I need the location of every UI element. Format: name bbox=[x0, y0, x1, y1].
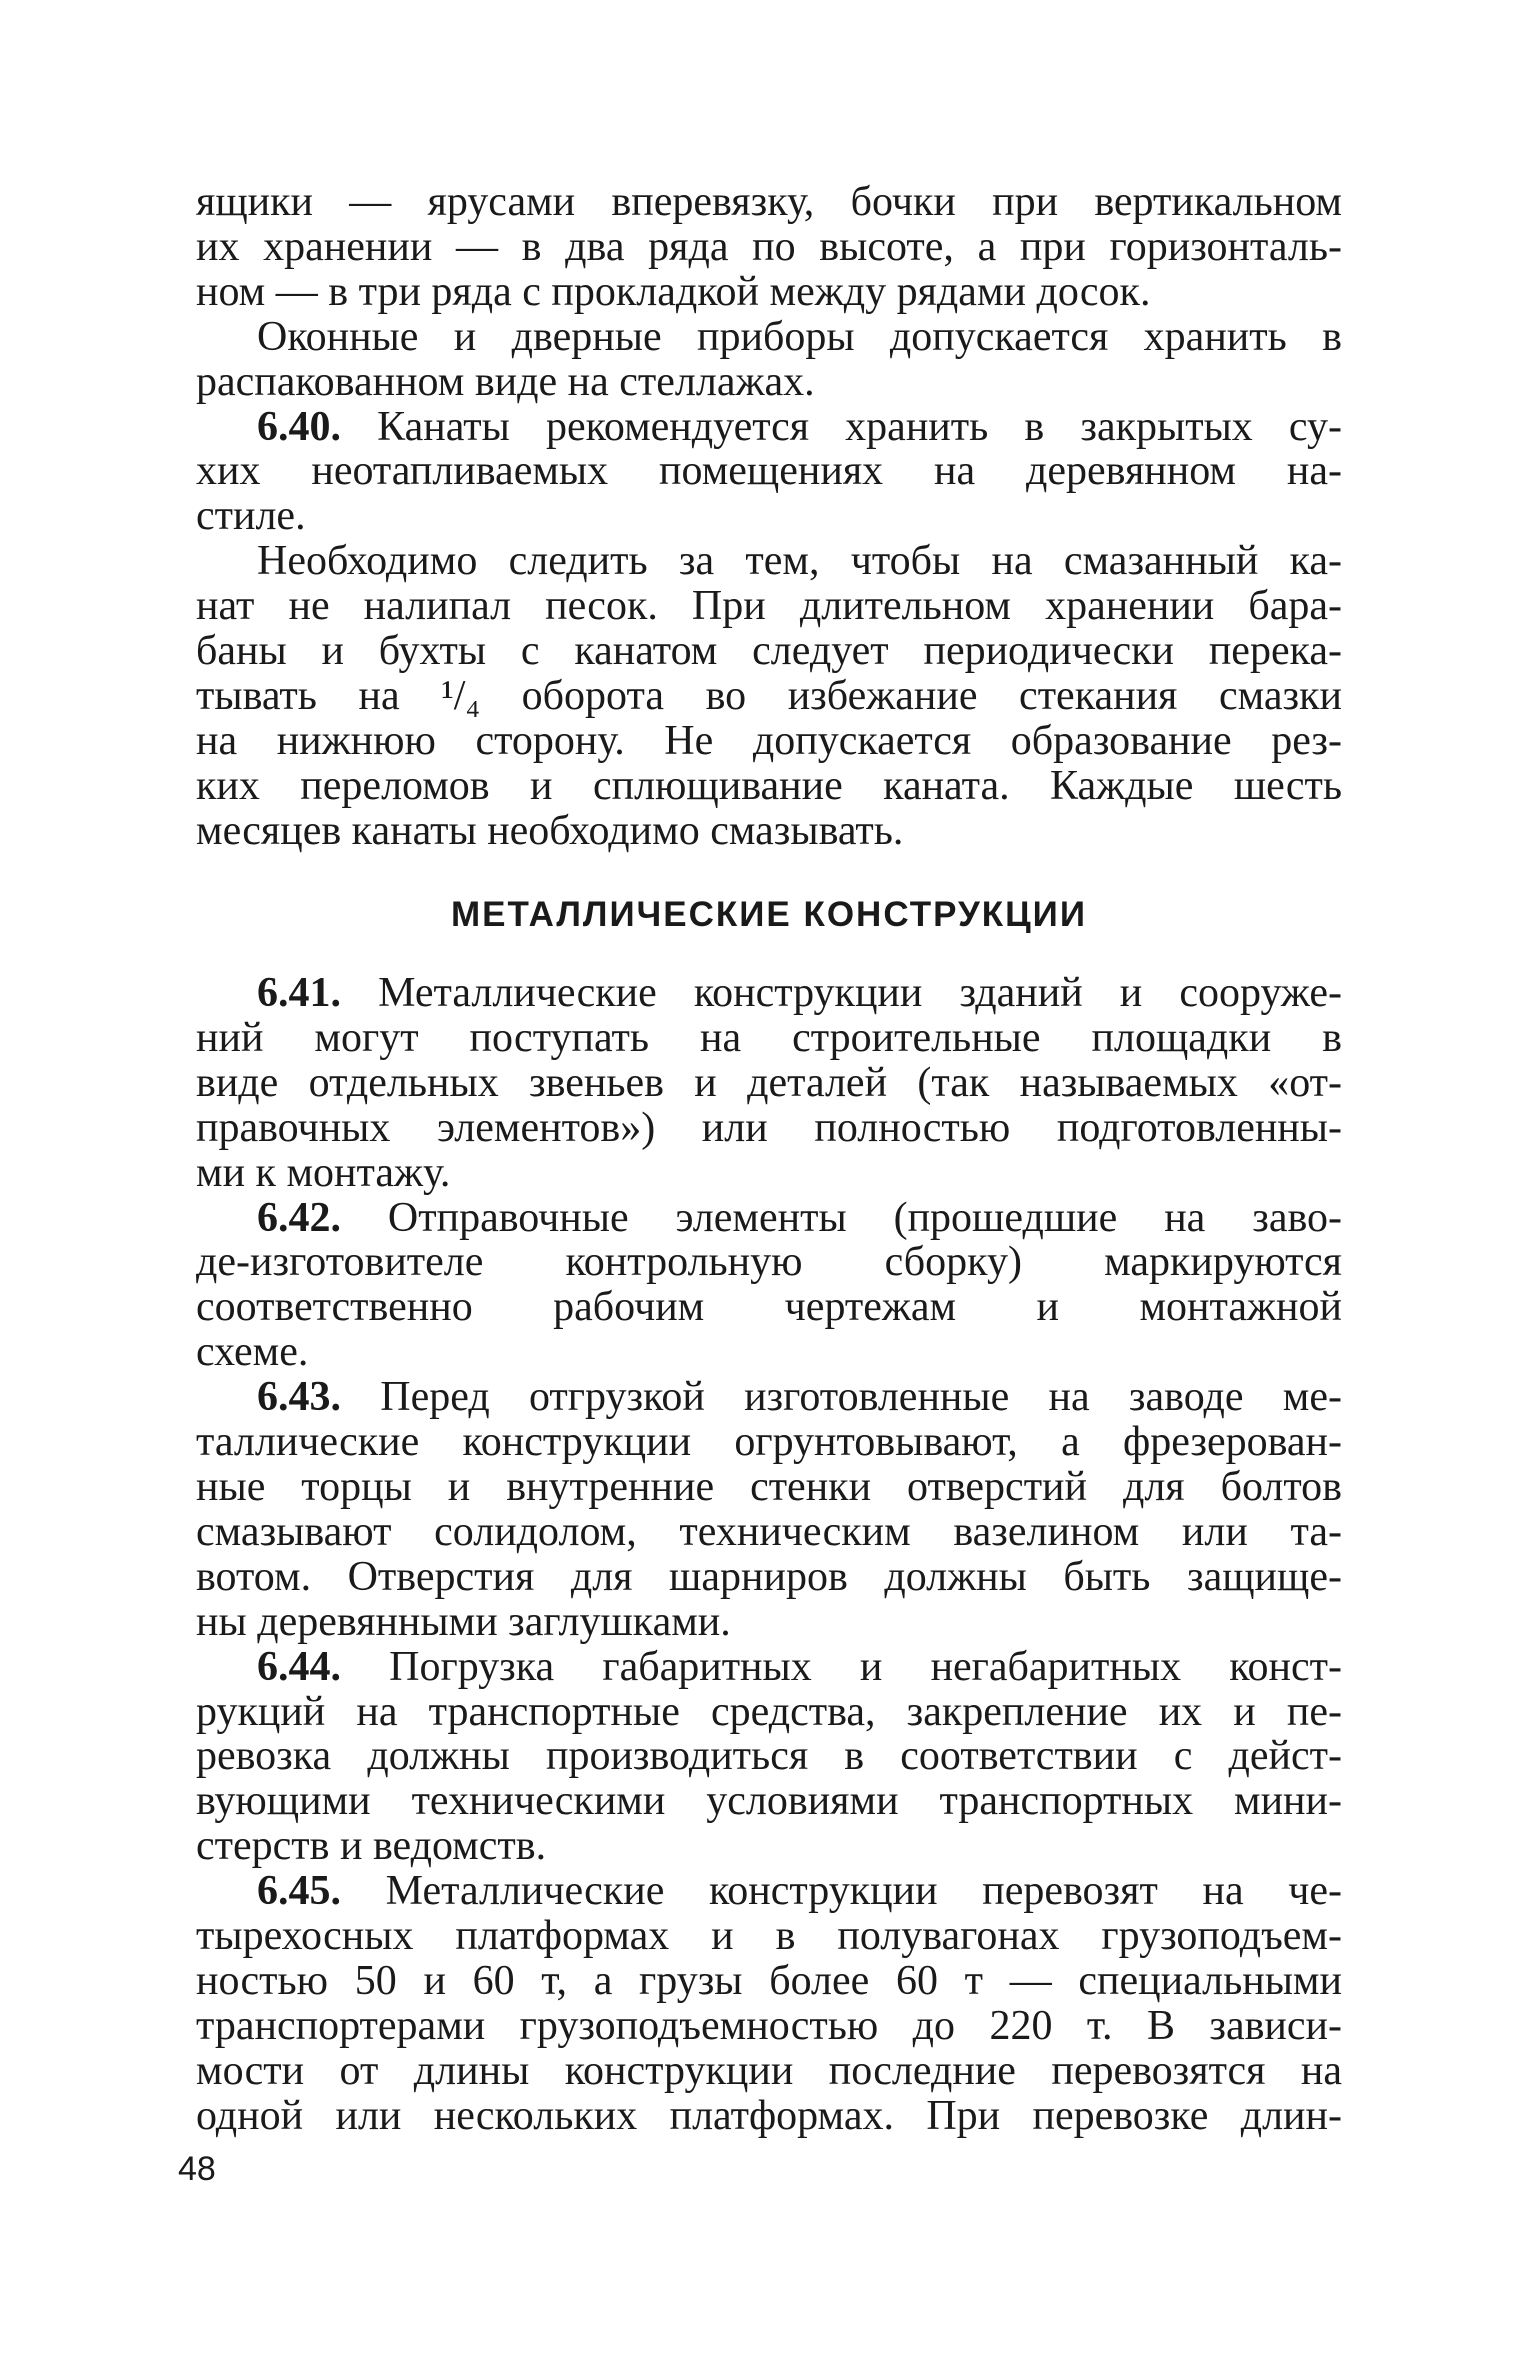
text-line-body: Металлические конструкции перевозят на че- bbox=[341, 1868, 1342, 1915]
text-line: виде отдельных звеньев и деталей (так называемых «от- bbox=[196, 1059, 1342, 1106]
paragraph-window-fittings bbox=[196, 315, 1342, 405]
text-line: Оконные и дверные приборы допускается хранить в bbox=[257, 313, 1342, 360]
text-block-bottom bbox=[196, 971, 1342, 2139]
text-line: их хранении — в два ряда по высоте, а при горизонталь- bbox=[196, 223, 1342, 270]
paragraph-number: 6.42. bbox=[257, 1194, 341, 1241]
text-line: ми к монтажу. bbox=[196, 1149, 451, 1196]
text-line: схеме. bbox=[196, 1329, 309, 1376]
text-line: стерств и ведомств. bbox=[196, 1823, 547, 1870]
paragraph-number: 6.41. bbox=[257, 970, 341, 1016]
paragraph-6-42 bbox=[196, 1196, 1342, 1376]
text-line: месяцев канаты необходимо смазывать. bbox=[196, 807, 904, 854]
text-line: ностью 50 и 60 т, а грузы более 60 т — специальными bbox=[196, 1957, 1342, 2004]
text-line: баны и бухты с канатом следует периодически перека- bbox=[196, 628, 1342, 675]
paragraph-ropes bbox=[196, 539, 1342, 853]
paragraph-6-41 bbox=[196, 971, 1342, 1196]
text-line-body: Отправочные элементы (прошедшие на заво- bbox=[341, 1194, 1342, 1241]
paragraph-number: 6.44. bbox=[257, 1643, 341, 1690]
paragraph-number: 6.40. bbox=[257, 403, 341, 450]
text-line: ящики — ярусами вперевязку, бочки при вертикальном bbox=[196, 179, 1342, 225]
text-line: тырехосных платформах и в полувагонах грузоподъем- bbox=[196, 1913, 1342, 1960]
text-line: правочных элементов») или полностью подготовленны- bbox=[196, 1104, 1342, 1151]
text-line: транспортерами грузоподъемностью до 220 т. В зависи- bbox=[196, 2002, 1342, 2049]
text-line: нат не налипал песок. При длительном хранении бара- bbox=[196, 583, 1342, 630]
text-line: смазывают солидолом, техническим вазелином или та- bbox=[196, 1508, 1342, 1555]
paragraph-6-40 bbox=[196, 405, 1342, 540]
text-line: на нижнюю сторону. Не допускается образование рез- bbox=[196, 717, 1342, 764]
paragraph-number: 6.43. bbox=[257, 1374, 341, 1421]
text-line: Необходимо следить за тем, чтобы на смазанный ка- bbox=[257, 538, 1342, 585]
text-line bbox=[196, 1196, 1342, 1241]
text-line: ний могут поступать на строительные площадки в bbox=[196, 1014, 1342, 1061]
text-line-body: Канаты рекомендуется хранить в закрытых су- bbox=[341, 403, 1342, 450]
text-line: ны деревянными заглушками. bbox=[196, 1598, 731, 1645]
text-line: одной или нескольких платформах. При перевозке длин- bbox=[196, 2092, 1342, 2139]
text-line: соответственно рабочим чертежам и монтажной bbox=[196, 1284, 1342, 1331]
text-line: мости от длины конструкции последние перевозятся на bbox=[196, 2047, 1342, 2094]
text-line: вотом. Отверстия для шарниров должны быть защище- bbox=[196, 1553, 1342, 1600]
paragraph-6-43 bbox=[196, 1375, 1342, 1644]
text-line bbox=[196, 1375, 1342, 1420]
paragraph-6-45 bbox=[196, 1869, 1342, 2138]
paragraph-continuation bbox=[196, 180, 1342, 315]
text-line: ких переломов и сплющивание каната. Каждые шесть bbox=[196, 762, 1342, 809]
text-line: ном — в три ряда с прокладкой между рядами досок. bbox=[196, 268, 1151, 315]
text-line-body: Погрузка габаритных и негабаритных конст- bbox=[341, 1643, 1342, 1690]
paragraph-number: 6.45. bbox=[257, 1868, 341, 1915]
text-line: де-изготовителе контрольную сборку) маркируются bbox=[196, 1239, 1342, 1286]
section-heading: МЕТАЛЛИЧЕСКИЕ КОНСТРУКЦИИ bbox=[451, 895, 1087, 934]
text-line: рукций на транспортные средства, закрепление их и пе- bbox=[196, 1688, 1342, 1735]
text-line bbox=[196, 405, 1342, 450]
text-line bbox=[196, 1645, 1342, 1690]
text-line: стиле. bbox=[196, 493, 306, 540]
text-block-top bbox=[196, 180, 1342, 854]
page-number: 48 bbox=[178, 2150, 216, 2188]
text-line-body: Перед отгрузкой изготовленные на заводе ме- bbox=[341, 1374, 1342, 1421]
text-line: ревозка должны производиться в соответствии с дейст- bbox=[196, 1733, 1342, 1780]
text-line-body: Металлические конструкции зданий и сооруже- bbox=[341, 970, 1342, 1016]
text-line bbox=[196, 971, 1342, 1016]
text-line: ные торцы и внутренние стенки отверстий для болтов bbox=[196, 1463, 1342, 1510]
text-line: вующими техническими условиями транспортных мини- bbox=[196, 1778, 1342, 1825]
text-line: тывать на ¹/₄ оборота во избежание стекания смазки bbox=[196, 672, 1342, 719]
text-line: хих неотапливаемых помещениях на деревянном на- bbox=[196, 448, 1342, 495]
paragraph-6-44 bbox=[196, 1645, 1342, 1870]
text-line: таллические конструкции огрунтовывают, а фрезерован- bbox=[196, 1419, 1342, 1466]
text-line bbox=[196, 1869, 1342, 1914]
text-line: распакованном виде на стеллажах. bbox=[196, 358, 815, 405]
